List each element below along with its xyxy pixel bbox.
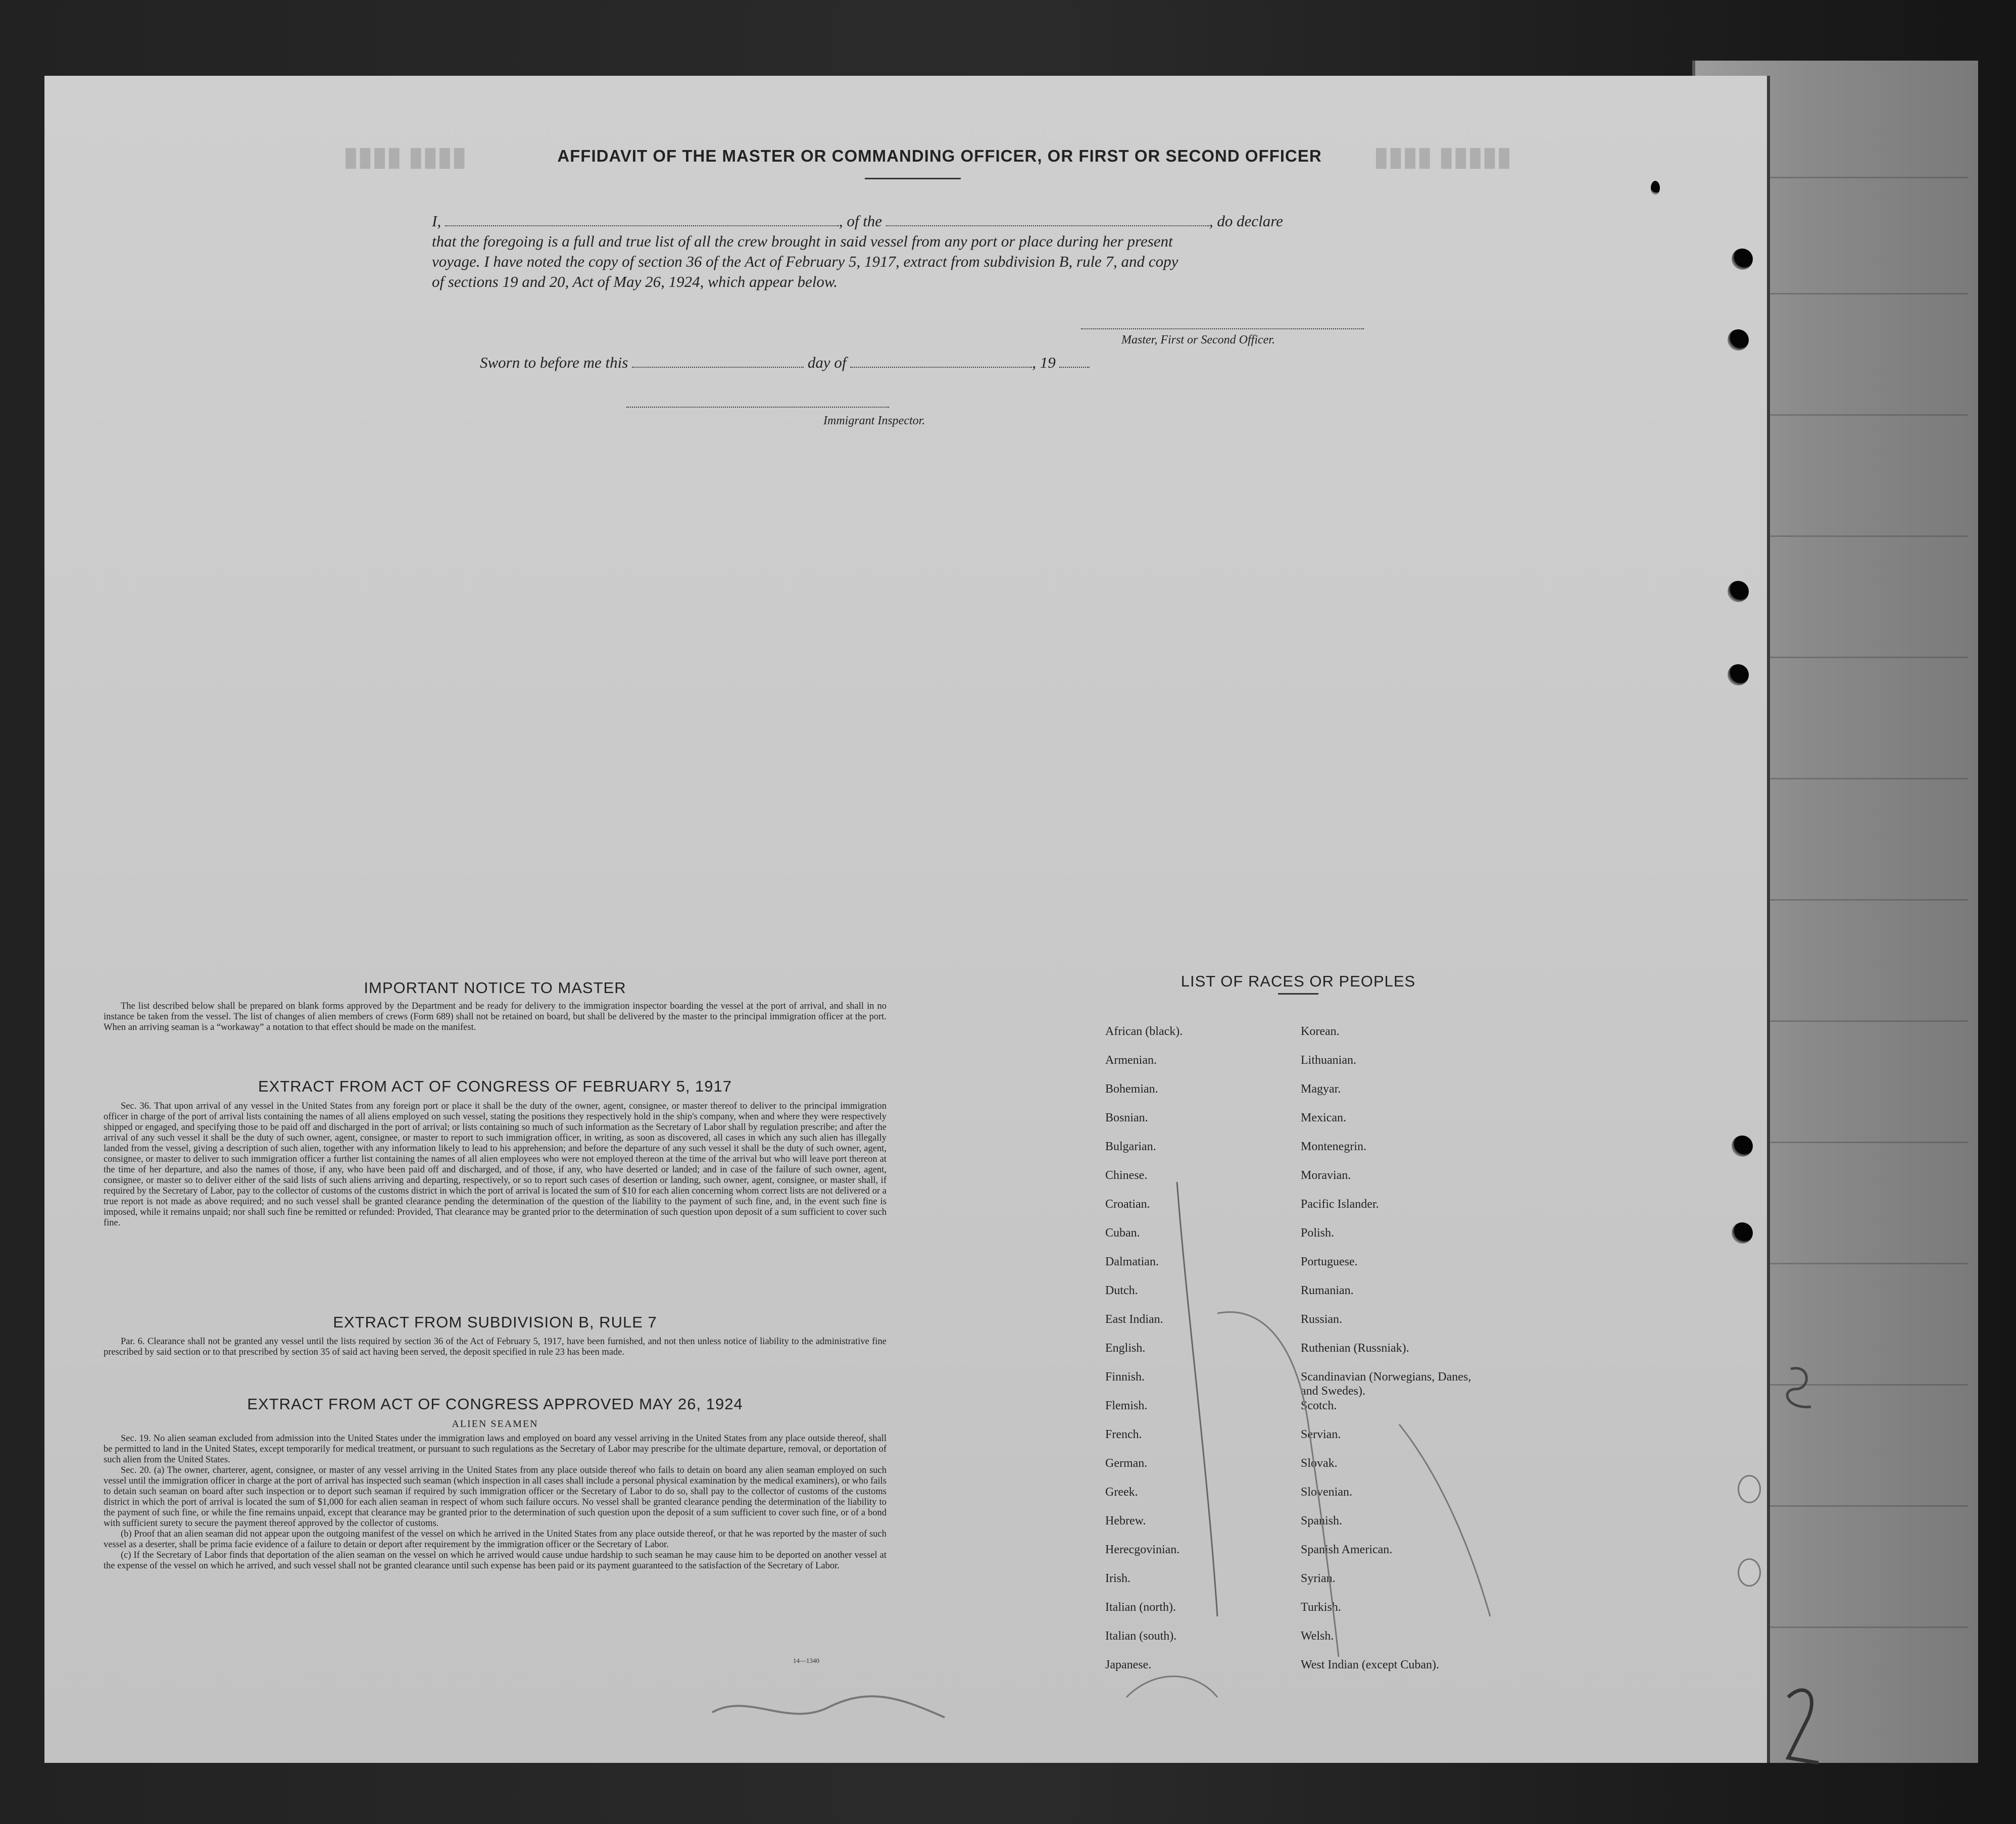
- pencil-scribbles: [1086, 1162, 1541, 1717]
- alien-seamen-subtitle: ALIEN SEAMEN: [452, 1418, 538, 1429]
- title-rule: [865, 178, 961, 179]
- master-signature-label: Master, First or Second Officer.: [1121, 333, 1275, 347]
- extract-1917-text: [104, 1101, 887, 1228]
- section-19-paragraph: Sec. 19. No alien seaman excluded from admission into the United States under the immigration laws and employed on board any vessel arriving in the United States from any place outside thereof, shall be permitted to land in the United States, except temporarily for medical treatment, or pursuant to such regulations as the Secretary of Labor may prescribe for the ultimate departure, removal, or deportation of such alien from the United States.: [104, 1434, 887, 1465]
- race-item: East Indian.: [1105, 1313, 1163, 1326]
- extract-1924-text: [104, 1434, 887, 1571]
- binder-hole-open: [1738, 1558, 1761, 1587]
- race-item: Armenian.: [1105, 1054, 1157, 1067]
- race-item: German.: [1105, 1457, 1148, 1470]
- section-20b-paragraph: (b) Proof that an alien seaman did not appear upon the outgoing manifest of the vessel on which he arrived in the United States from any place outside thereof, or that he was reported by the master of such vessel as a deserter, shall be prima facie evidence of a failure to detain or deport after requirement by the immigration officer or the Secretary of Labor.: [104, 1529, 887, 1550]
- binder-hole: [1732, 1222, 1753, 1244]
- race-item: Russian.: [1301, 1313, 1343, 1326]
- race-item: Lithuanian.: [1301, 1054, 1356, 1067]
- vessel-name-field[interactable]: [886, 214, 1209, 226]
- race-item: Welsh.: [1301, 1630, 1334, 1643]
- form-code: 14—1340: [793, 1657, 819, 1664]
- bleed-through: ▮▮▮▮ ▮▮▮▮: [343, 142, 467, 171]
- binder-hole: [1728, 329, 1749, 351]
- extract-1924-title: EXTRACT FROM ACT OF CONGRESS APPROVED MAY 26, 1924: [247, 1395, 743, 1413]
- race-item: Syrian.: [1301, 1572, 1336, 1585]
- declaration-end: , do declare: [1209, 212, 1283, 230]
- affidavit-line-4: of sections 19 and 20, Act of May 26, 1924, which appear below.: [432, 273, 838, 290]
- binder-hole-open: [1738, 1475, 1761, 1503]
- inspector-signature-field[interactable]: [626, 407, 889, 409]
- notice-title: IMPORTANT NOTICE TO MASTER: [364, 979, 626, 997]
- pencil-number: [1778, 1682, 1824, 1768]
- binder-hole: [1732, 249, 1753, 270]
- sworn-start: Sworn to before me this: [480, 354, 628, 371]
- race-item: Irish.: [1105, 1572, 1130, 1585]
- rule-7-title: EXTRACT FROM SUBDIVISION B, RULE 7: [333, 1313, 657, 1331]
- race-item: Croatian.: [1105, 1198, 1150, 1211]
- sworn-day-field[interactable]: [632, 356, 804, 368]
- race-item: Italian (south).: [1105, 1630, 1177, 1643]
- race-item: Turkish.: [1301, 1601, 1341, 1614]
- declaration-mid: , of the: [839, 212, 882, 230]
- race-item: Bohemian.: [1105, 1082, 1158, 1096]
- race-item: Spanish American.: [1301, 1543, 1393, 1556]
- race-item: Scandinavian (Norwegians, Danes, and Swedes).: [1301, 1370, 1471, 1398]
- race-item: Italian (north).: [1105, 1601, 1176, 1614]
- binder-hole: [1728, 581, 1749, 602]
- notice-paragraph: The list described below shall be prepared on blank forms approved by the Department and be ready for delivery to the immigration inspector boarding the vessel at the port of arrival, and shall in no instance be taken from the vessel. The list of changes of alien members of crews (Form 689) shall not be retained on board, but shall be delivered by the master to the principal immigration officer at the port. When an arriving seaman is a “workaway” a notation to that effect should be made on the manifest.: [104, 1001, 887, 1032]
- race-item: Chinese.: [1105, 1169, 1148, 1182]
- race-item: Ruthenian (Russniak).: [1301, 1342, 1409, 1355]
- race-item: West Indian (except Cuban).: [1301, 1658, 1439, 1671]
- corner-mark: [1651, 181, 1660, 195]
- pencil-mark-bottom: [707, 1682, 960, 1753]
- race-item: Flemish.: [1105, 1399, 1148, 1412]
- section-36-paragraph: Sec. 36. That upon arrival of any vessel in the United States from any foreign port or place it shall be the duty of the owner, agent, consignee, or master thereof to deliver to the principal immigration officer in charge of the port of arrival lists containing the names of all aliens employed on such vessel, stating the positions they respectively hold in the ship's company, when and where they were respectively shipped or engaged, and specifying those to be paid off and discharged in the port of arrival; or lists containing so much of such information as the Secretary of Labor shall by regulation prescribe; and after the arrival of any such vessel it shall be the duty of such owner, agent, consignee, or master to report to such immigration officer, in writing, as soon as discovered, all cases in which any such alien has illegally landed from the vessel, giving a description of such alien, together with any information likely to lead to his apprehension; and before the departure of any such vessel it shall be the duty of such owner, agent, consignee, or master to deliver to such immigration officer a further list containing the names of all alien employees who were not employed thereon at the time of the arrival but who will leave port thereon at the time of her departure, and also the names of those, if any, who have been paid off and discharged, and of those, if any, who have deserted or landed; and in case of the failure of such owner, agent, consignee, or master so to deliver either of the said lists of such aliens arriving and departing, respectively, or so to report such cases of desertion or landing, such owner, agent, consignee, or master shall, if required by the Secretary of Labor, pay to the collector of customs of the customs district in which the port of arrival is located the sum of $10 for each alien concerning whom correct lists are not delivered or a true report is not made as above required; and no such vessel shall be granted clearance pending the determination of the question of the liability to the payment of such fine, and, in the event such fine is imposed, while it remains unpaid; nor shall such fine be remitted or refunded: Provided, That clearance may be granted prior to the determination of such question upon deposit of a sum sufficient to cover such fine.: [104, 1101, 887, 1228]
- race-item: Spanish.: [1301, 1514, 1343, 1527]
- master-signature-field[interactable]: [1081, 328, 1364, 330]
- pencil-mark-right: [1781, 1359, 1821, 1414]
- race-item: Rumanian.: [1301, 1284, 1354, 1297]
- race-item: Polish.: [1301, 1226, 1335, 1240]
- rule-7-paragraph: Par. 6. Clearance shall not be granted any vessel until the lists required by section 36 of the Act of February 5, 1917, have been furnished, and not then unless notice of liability to the administrative fine prescribed by said section or to that prescribed by section 35 of said act having been served, the deposit specified in rule 23 has been made.: [104, 1337, 887, 1357]
- race-item: Korean.: [1301, 1025, 1340, 1038]
- section-20c-paragraph: (c) If the Secretary of Labor finds that deportation of the alien seaman on the vessel on which he arrived would cause undue hardship to such seaman he may cause him to be deported on another vessel at the expense of the vessel on which he arrived, and such vessel shall not be granted clearance until such expense has been paid or its payment guaranteed to the satisfaction of the Secretary of Labor.: [104, 1550, 887, 1571]
- sworn-end: , 19: [1032, 354, 1056, 371]
- bleed-through: ▮▮▮▮▮ ▮▮▮▮: [1374, 142, 1511, 171]
- extract-1917-title: EXTRACT FROM ACT OF CONGRESS OF FEBRUARY 5, 1917: [258, 1077, 732, 1095]
- race-item: Cuban.: [1105, 1226, 1140, 1240]
- affidavit-title: AFFIDAVIT OF THE MASTER OR COMMANDING OFFICER, OR FIRST OR SECOND OFFICER: [557, 146, 1322, 165]
- binder-hole: [1732, 1136, 1753, 1157]
- binder-hole: [1728, 664, 1749, 685]
- race-item: African (black).: [1105, 1025, 1183, 1038]
- sworn-year-field[interactable]: [1059, 356, 1090, 368]
- race-item: Montenegrin.: [1301, 1140, 1366, 1153]
- sworn-month-field[interactable]: [850, 356, 1032, 368]
- race-item: Dalmatian.: [1105, 1255, 1159, 1268]
- race-item: Scotch.: [1301, 1399, 1337, 1412]
- race-item: Dutch.: [1105, 1284, 1138, 1297]
- rule-7-text: [104, 1337, 887, 1358]
- race-item: Mexican.: [1301, 1111, 1346, 1124]
- affidavit-line-2: that the foregoing is a full and true list of all the crew brought in said vessel from any port or place during her present: [432, 232, 1173, 250]
- race-item: Slovak.: [1301, 1457, 1338, 1470]
- race-item: Finnish.: [1105, 1370, 1145, 1384]
- race-item: Slovenian.: [1301, 1486, 1352, 1499]
- race-item: Magyar.: [1301, 1082, 1341, 1096]
- race-item: Japanese.: [1105, 1658, 1152, 1671]
- officer-name-field[interactable]: [445, 214, 839, 226]
- section-20a-paragraph: Sec. 20. (a) The owner, charterer, agent, consignee, or master of any vessel arriving in the United States from any place outside thereof who fails to detain on board any alien seaman employed on such vessel until the immigration officer in charge at the port of arrival has inspected such seaman (which inspection in all cases shall include a personal physical examination by the medical examiners), or who fails to detain such seaman on board after such inspection or to deport such seaman if required by such immigration officer or the Secretary of Labor to do so, shall pay to the collector of customs of the customs district in which the port of arrival is located the sum of $1,000 for each alien seaman in respect of whom such failure occurs. No vessel shall be granted clearance pending the determination of the liability to the payment of such fine, or while the fine remains unpaid, except that clearance may be granted prior to the determination of such question upon the deposit of a sum sufficient to cover such fine, or of a bond with sufficient surety to secure the payment thereof approved by the collector of customs.: [104, 1465, 887, 1529]
- race-item: English.: [1105, 1342, 1146, 1355]
- declaration-start: I,: [432, 212, 441, 230]
- race-item: Portuguese.: [1301, 1255, 1358, 1268]
- affidavit-line-3: voyage. I have noted the copy of section 36 of the Act of February 5, 1917, extract from subdivision B, rule 7, and copy: [432, 253, 1178, 270]
- race-item: Bulgarian.: [1105, 1140, 1156, 1153]
- race-item: Servian.: [1301, 1428, 1341, 1441]
- sworn-mid: day of: [807, 354, 847, 371]
- inspector-label: Immigrant Inspector.: [823, 414, 925, 427]
- notice-text: [104, 1001, 887, 1033]
- races-title: LIST OF RACES OR PEOPLES: [1181, 972, 1416, 990]
- race-item: Greek.: [1105, 1486, 1138, 1499]
- race-item: Pacific Islander.: [1301, 1198, 1379, 1211]
- declaration-line: [432, 212, 1442, 230]
- race-item: Bosnian.: [1105, 1111, 1148, 1124]
- sworn-line: [480, 354, 1090, 372]
- race-item: Hebrew.: [1105, 1514, 1146, 1527]
- race-item: French.: [1105, 1428, 1142, 1441]
- race-item: Moravian.: [1301, 1169, 1351, 1182]
- races-title-rule: [1278, 993, 1318, 995]
- race-item: Herecgovinian.: [1105, 1543, 1180, 1556]
